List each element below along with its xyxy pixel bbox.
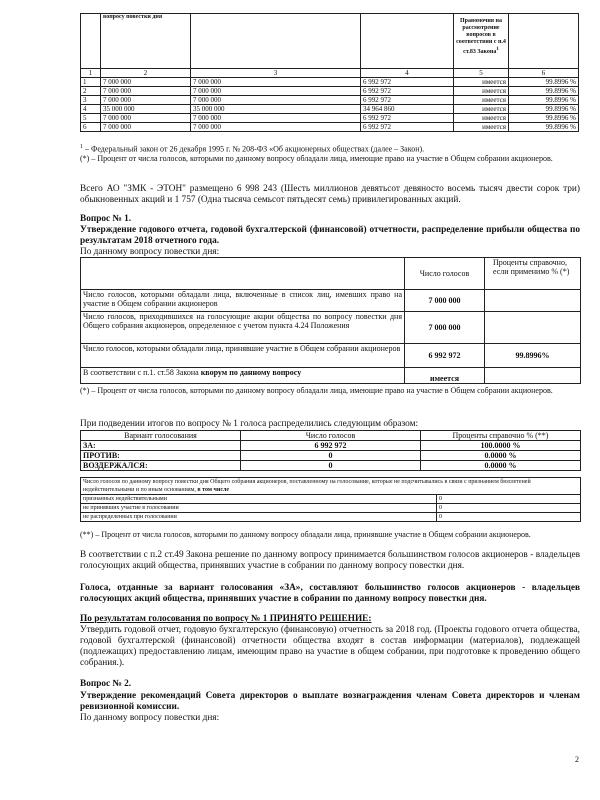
header-cell-right: Правомочия на рассмотрение вопросов в соответствии с п.4 ст.83 Закона$^1$	[454, 14, 509, 69]
top-voting-table	[80, 13, 579, 132]
participants-note: (**) – Процент от числа голосов, которыми по данному вопросу обладали лица, принявшие участие в Общем собрании акционеров.	[80, 530, 531, 539]
table-row: 5 7 000 000 7 000 000 6 992 972 имеется 99.8996 %	[81, 114, 579, 123]
table-row: не принявших участие в голосовании 0	[81, 504, 581, 513]
question-2-heading: Вопрос № 2.	[80, 679, 132, 689]
table-row: Число голосов, которыми обладали лица, принявшие участие в Общем собрании акционеров 6 992 972 99.8996%	[81, 344, 581, 368]
shares-paragraph: Всего АО "ЗМК - ЭТОН" размещено 6 998 243 (Шесть миллионов девятьсот девяносто восемь тысяч двести сорок три) обыкновенных акций и 1 757 (Одна тысяча семьсот пятьдесят семь) привилегированных акций.	[80, 184, 580, 205]
footnote-law: $^1$ – Федеральный закон от 26 декабря 1995 г. № 208-ФЗ «Об акционерных обществах (далее – Закон).	[80, 144, 425, 154]
question-1-title: Утверждение годового отчета, годовой бухгалтерской (финансовой) отчетности, распределение прибыли общества по результатам 2018 отчетного года.	[80, 225, 580, 246]
header-cell-left: вопросу повестки дня	[101, 14, 191, 69]
quorum-row: В соответствии с п.1. ст.58 Закона кворум по данному вопросу имеется	[81, 368, 581, 384]
table-row: 2 7 000 000 7 000 000 6 992 972 имеется 99.8996 %	[81, 87, 579, 96]
decision-text: Утвердить годовой отчет, годовую бухгалтерскую (финансовую) отчетность за 2018 год. (Проекты годового отчета общества, годовой бухгалтерской (финансовой) отчетности общества входят в состав информации (материалов), подлежащей (подлежащих) предоставлению лицам, имеющим право на участие в общем собрании, при подготовке к проведению общего собрания.).	[80, 625, 580, 668]
invalid-votes-table: Число голосов по данному вопросу повестки дня Общего собрания акционеров, поставленному на голосование, которые не подсчитывались в связи с признанием бюллетеней недействительными и по иным основаниям, в том числе признанных недействительными 0 не принявших участие в голосовании 0 не распределенных при голосовании 0	[80, 477, 581, 522]
question-1-heading: Вопрос № 1.	[80, 214, 132, 224]
question-2-title: Утверждение рекомендаций Совета директоров о выплате вознаграждения членам Совета директоров и членам ревизионной комиссии.	[80, 691, 580, 712]
table-row: Число голосов, которыми обладали лица, включенные в список лиц, имевших право на участие в Общем собрании акционеров 7 000 000	[81, 290, 581, 312]
page-number: 2	[575, 755, 579, 764]
summary-paragraph: Голоса, отданные за вариант голосования «ЗА», составляют большинство голосов акционеров - владельцев голосующих акций общества, принявших участие в собрании по данному вопросу повестки дня.	[80, 583, 580, 604]
table-row: признанных недействительными 0	[81, 495, 581, 504]
question-2-agenda: По данному вопросу повестки дня:	[80, 713, 220, 723]
table-row: 3 7 000 000 7 000 000 6 992 972 имеется 99.8996 %	[81, 96, 579, 105]
rule-paragraph: В соответствии с п.2 ст.49 Закона решение по данному вопросу принимается большинством голосов акционеров - владельцев голосующих акций общества, принявших участие в собрании по данному вопросу повестки дня.	[80, 550, 580, 571]
table-row: 6 7 000 000 7 000 000 6 992 972 имеется 99.8996 %	[81, 123, 579, 132]
table-row: Число голосов, приходившихся на голосующие акции общества по вопросу повестки дня Общего собрания акционеров, определенное с учетом пункта 4.24 Положения 7 000 000	[81, 312, 581, 344]
column-number-row: 1 2 3 4 5 6	[81, 69, 579, 78]
table-row: 4 35 000 000 35 000 000 34 964 860 имеется 99.8996 %	[81, 105, 579, 114]
vote-row-for: ЗА: 6 992 972 100.0000 %	[81, 441, 581, 451]
quorum-table: Число голосов Проценты справочно, если применимо % (*) Число голосов, которыми обладали лица, включенные в список лиц, имевших право на участие в Общем собрании акционеров 7 000 000 Число голосов, приходившихся на голосующие акции общества по вопросу повестки дня Общего собрания акционеров, определенное с учетом пункта 4.24 Положения 7 000 000 Число голосов, которыми обладали лица, принявшие участие в Общем собрании акционеров 6 992 972 99.8996% В соответствии с п.1. ст.58 Закона кворум по данному вопросу имеется	[80, 257, 581, 384]
table-row: не распределенных при голосовании 0	[81, 513, 581, 522]
vote-row-against: ПРОТИВ: 0 0.0000 %	[81, 451, 581, 461]
quorum-note: (*) – Процент от числа голосов, которыми по данному вопросу обладали лица, имеющие право на участие в Общем собрании акционеров.	[80, 386, 553, 395]
question-1-agenda: По данному вопросу повестки дня:	[80, 247, 220, 257]
decision-heading: По результатам голосования по вопросу № 1 ПРИНЯТО РЕШЕНИЕ:	[80, 614, 372, 624]
vote-row-abstain: ВОЗДЕРЖАЛСЯ: 0 0.0000 %	[81, 461, 581, 471]
footnote-percent: (*) – Процент от числа голосов, которыми по данному вопросу обладали лица, имеющие право на участие в Общем собрании акционеров.	[80, 154, 553, 163]
table-row: 1 7 000 000 7 000 000 6 992 972 имеется 99.8996 %	[81, 78, 579, 87]
vote-results-table: Вариант голосования Число голосов Проценты справочно % (**) ЗА: 6 992 972 100.0000 % ПРОТИВ: 0 0.0000 % ВОЗДЕРЖАЛСЯ: 0 0.0000 %	[80, 430, 581, 471]
results-intro: При подведении итогов по вопросу № 1 голоса распределились следующим образом:	[80, 419, 419, 429]
